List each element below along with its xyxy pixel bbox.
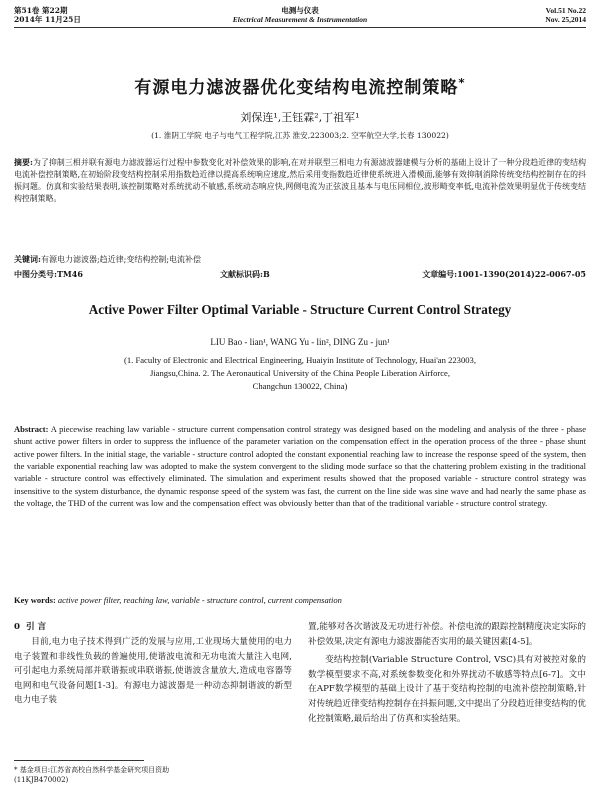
keywords-cn-text: 有源电力滤波器;趋近律;变结构控制;电流补偿: [40, 255, 202, 264]
abstract-cn-text: 为了抑制三相并联有源电力滤波器运行过程中参数变化对补偿效果的影响,在对并联型三相电力有源滤波器建模与分析的基础上设计了一种分段趋近律的变结构电流补偿控制策略,在初始阶段变结构控制采用指数趋近律以提高系统响应速度,然后采用变指数趋近律使系统进入滑模面,能够有效抑制消除传统变结构控制存在的抖振问题。仿真和实验结果表明,该控制策略对系统扰动不敏感,系统动态响应快,网侧电流为正弦波且基本与电压同相位,波形畸变率低,电流补偿效果明显优于传统变结构控制策略。: [14, 158, 586, 204]
header-left: [14, 6, 81, 24]
column-right: [308, 620, 586, 726]
intro-paragraph-right-1: 置,能够对各次谐波及无功进行补偿。补偿电流的跟踪控制精度决定实际的补偿效果,决定有源电力滤波器能否实用的最关键因素[4-5]。: [308, 622, 586, 647]
column-left: [14, 620, 292, 708]
keywords-cn-label: 关键词:: [14, 254, 41, 264]
affiliation-cn: (1. 淮阴工学院 电子与电气工程学院,江苏 淮安,223003;2. 空军航空大学,长春 130022): [151, 131, 449, 140]
section-heading: [14, 620, 292, 632]
document-code: 文献标识码:B: [220, 269, 270, 279]
keywords-en: [14, 595, 342, 605]
section-number: 0: [14, 622, 20, 632]
abstract-cn-label: 摘要:: [14, 158, 33, 167]
footnote-funding: * 基金项目:江苏省高校自然科学基金研究项目资助: [14, 766, 170, 774]
intro-paragraph-right-2: 变结构控制(Variable Structure Control, VSC)具有对被控对象的数学模型要求不高,对系统参数变化和外界扰动不敏感等特点[6-7]。文中在APF数学模型的基础上设计了基于变结构控制的电流补偿控制策略,针对传统趋近律变结构控制存在抖振问题,文中提出了分段趋近律变结构的优化控制策略,最后给出了仿真和实验结果。: [308, 655, 586, 724]
header-date: 2014年 11月25日: [14, 15, 81, 24]
abstract-en-label: Abstract:: [14, 424, 49, 434]
authors-en: LIU Bao - lian¹, WANG Yu - lin², DING Zu - jun¹: [210, 337, 390, 347]
keywords-cn: [14, 254, 201, 265]
keywords-en-text: active power filter, reaching law, variable - structure control, current compensation: [57, 595, 342, 605]
authors-cn: 刘保连¹,王钰霖²,丁祖军¹: [240, 111, 360, 124]
affiliation-en: [0, 354, 600, 393]
intro-paragraph-left: 目前,电力电子技术得到广泛的发展与应用,工业现场大量使用的电力电子装置和非线性负载的普遍使用,使谐波电流和无功电流大量注入电网,可引起电力系统局部并联谐振或串联谐振,使谐波含量放大,造成电容器等电网和电气设备问题[1-3]。有源电力滤波器是一种动态抑制谐波的新型电力电子装: [14, 637, 292, 706]
footnote: [14, 766, 169, 785]
journal-name-cn: 电测与仪表: [281, 6, 319, 15]
journal-name-en: Electrical Measurement & Instrumentation: [232, 15, 368, 24]
section-title: 引 言: [25, 622, 47, 632]
abstract-en-text: A piecewise reaching law variable - structure current compensation control strategy was designed based on the modeling and analysis of the three - phase shunt active power filters in order to suppress the influence of the parameter variation on the compensation effect in the operation process of the three - phase shunt active power filters. In the initial stage, the variable - structure control adopted the constant exponential reaching law to increase the response speed of the system, then the variable exponential reaching law was adopted to make the system convergent to the sliding mode surface so that the chattering problem existing in the traditional variable - structure control was effectively eliminated. The simulation and experiment results showed that the proposed variable - structure control strategy was insensitive to the system disturbance, the dynamic response speed of the system was fast, the current on the line side was sine wave and had nearly the same phase as the voltage, the THD of the current was low and the compensation effect was obviously better than that of the traditional variable - structure control strategy.: [14, 424, 586, 509]
title-cn-text: 有源电力滤波器优化变结构电流控制策略: [134, 78, 459, 98]
title-en: Active Power Filter Optimal Variable - Structure Current Control Strategy: [88, 302, 512, 317]
header-date-en: Nov. 25,2014: [545, 15, 586, 24]
keywords-en-label: Key words:: [14, 595, 56, 605]
title-cn: [0, 73, 600, 98]
header-right: [545, 6, 586, 24]
affiliation-en-line2: Jiangsu,China. 2. The Aeronautical University of the China People Liberation Airforce,: [149, 368, 451, 378]
header-vol-no: Vol.51 No.22: [545, 6, 586, 15]
header-center: [150, 6, 450, 24]
affiliation-en-line1: (1. Faculty of Electronic and Electrical Engineering, Huaiyin Institute of Technology, Huai'an 223003,: [124, 355, 476, 365]
header-volume: 第51卷 第22期: [14, 6, 68, 15]
affiliation-en-line3: Changchun 130022, China): [252, 381, 348, 391]
footnote-rule: [14, 760, 144, 761]
header-rule: [14, 27, 586, 28]
abstract-cn: [14, 157, 586, 205]
footnote-grant-number: (11KJB470002): [14, 775, 69, 784]
article-number: 文章编号:1001-1390(2014)22-0067-05: [422, 269, 586, 279]
title-cn-footnote-mark: *: [458, 75, 466, 90]
clc-number: 中图分类号:TM46: [14, 269, 83, 279]
abstract-en: [14, 423, 586, 509]
